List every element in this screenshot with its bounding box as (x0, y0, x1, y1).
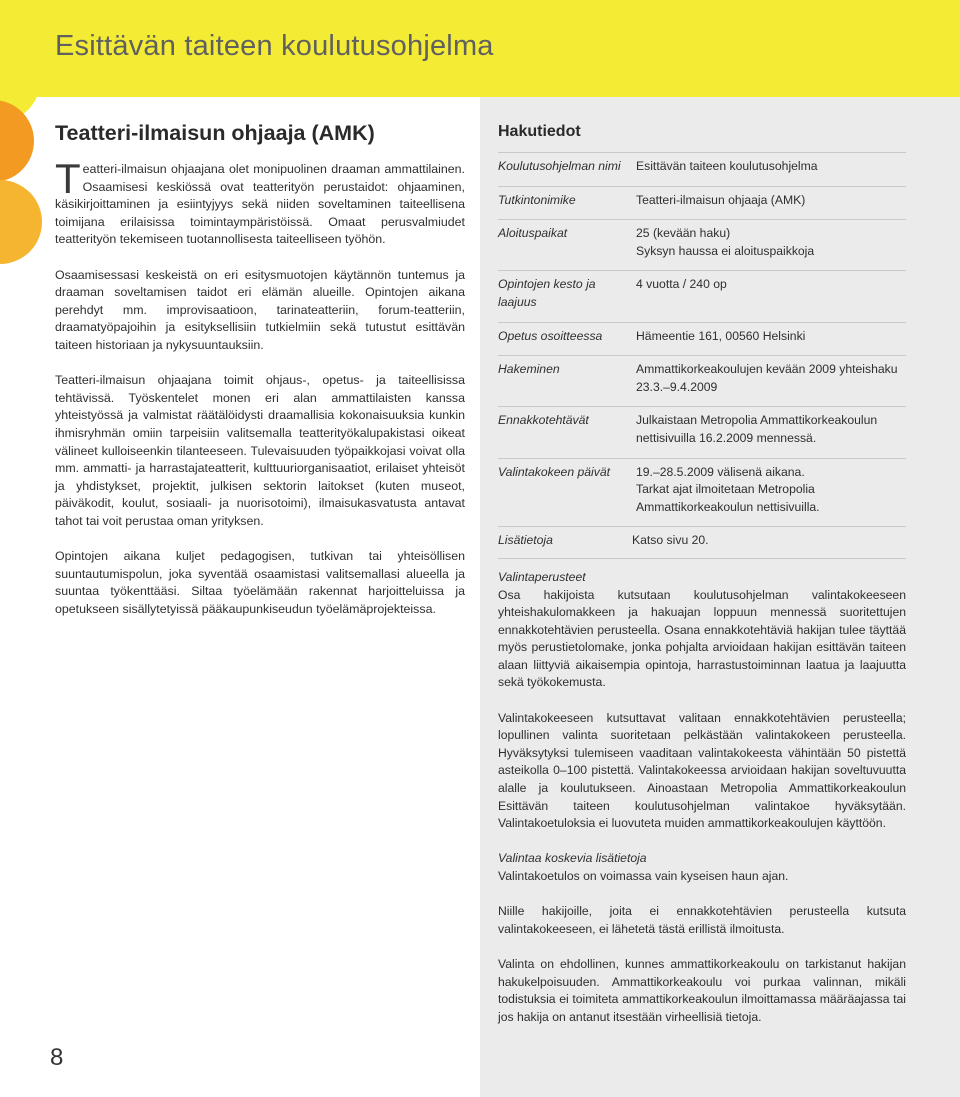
intro-paragraph (55, 155, 465, 249)
info-value: Julkaistaan Metropolia Ammattikorkeakoulun nettisivuilla 16.2.2009 mennessä. (636, 413, 878, 445)
info-label: Lisätietoja (498, 533, 553, 548)
info-row (498, 458, 906, 527)
info-value: 19.–28.5.2009 välisenä aikana. Tarkat ajat ilmoitetaan Metropolia Ammattikorkeakoulun nettisivuilla. (636, 464, 820, 514)
info-label: Valintakokeen päivät (498, 464, 611, 479)
hakutiedot-panel (498, 120, 906, 1044)
body-paragraph: Teatteri-ilmaisun ohjaajana toimit ohjaus-, opetus- ja taiteellisissa tehtävissä. Työskentelet monen eri alan ammattilaisten kanssa yhteistyössä ja valmistat räätälöidysti draamallisia kokonaisuuksia kunkin ihmisryhmän omiin tarpeisiin valitsemalla teatterityökalupakistasi oikeat välineet kulloiseenkin tilanteeseen. Tulevaisuuden työpaikkojasi voivat olla mm. ammatti- ja harrastajateatterit, kulttuuriorganisaatiot, erilaiset yhteisöt ja yhdistykset, projektit, julkisen sektorin laitokset (kuten museot, päiväkodit, koulut, sosiaali- ja nuorisotoimi), ilmaisukasvatusta antavat tahot tai voit perustaa oman yrityksen. (55, 373, 465, 528)
info-value: Esittävän taiteen koulutusohjelma (636, 159, 818, 173)
decorative-circle-amber (0, 180, 42, 264)
info-row (498, 186, 906, 220)
info-row (498, 355, 906, 406)
body-paragraph: Osaamisessasi keskeistä on eri esitysmuotojen käytännön tuntemus ja draaman soveltamisen taidot eri elämän alueille. Opintojen aikana perehdyt mm. improvisaatioon, tarinateatteriin, forum-teatteriin, draamatyöpajoihin ja esityksellisiin tutkielmiin sekä tutustut esittävän taiteen historiaan ja nykysuuntauksiin. (55, 267, 465, 352)
drop-cap: T (55, 155, 81, 202)
koskevia-paragraph: Niille hakijoille, joita ei ennakkotehtävien perusteella kutsuta valintakokeeseen, ei lähetetä tästä erillistä ilmoitusta. (498, 904, 906, 936)
info-value: 4 vuotta / 240 op (636, 277, 727, 292)
info-label: Opetus osoitteessa (498, 328, 603, 343)
koskevia-paragraph: Valintakoetulos on voimassa vain kyseisen haun ajan. (498, 869, 789, 883)
section-title: Esittävän taiteen koulutusohjelma (55, 30, 494, 62)
info-label: Tutkintonimike (498, 192, 576, 207)
hakutiedot-heading: Hakutiedot (498, 123, 581, 140)
info-value: Hämeentie 161, 00560 Helsinki (636, 328, 806, 343)
intro-text: eatteri-ilmaisun ohjaajana olet monipuolinen draaman ammattilainen. Osaamisesi keskiössä ovat teatterityön perustaidot: ohjaaminen, käsikirjoittaminen ja esiintyjyys sekä niiden soveltaminen taiteellisena toimijana erilaisissa toimintaympäristöissä. Omaat perusvalmiudet teatterityön tekemiseen tuotannollisesta taiteelliseen työhön. (55, 162, 465, 247)
info-row (498, 406, 906, 457)
info-table (498, 152, 906, 526)
valintaperusteet-paragraph: Valintakokeeseen kutsuttavat valitaan ennakkotehtävien perusteella; lopullinen valinta suoritetaan pelkästään valintakokeen perusteella. Hyväksytyksi tulemiseen vaaditaan valintakokeesta vähintään 50 pistettä asteikolla 0–100 pistettä. Valintakokeessa arvioidaan hakijan soveltuvuutta alalle ja koulutukseen. Ainoastaan Metropolia Ammattikorkeakoulun Esittävän taiteen koulutusohjelman valintakoe hyväksytään. Valintakoetuloksia ei luovuteta muiden ammattikorkeakoulujen käyttöön. (498, 710, 906, 831)
info-label: Opintojen kesto ja laajuus (498, 277, 596, 309)
info-value: Katso sivu 20. (632, 533, 709, 548)
page-number: 8 (50, 1044, 64, 1071)
header-bar (0, 0, 960, 97)
info-value: 25 (kevään haku) Syksyn haussa ei aloituspaikkoja (636, 226, 815, 258)
valintaperusteet-paragraph: Osa hakijoista kutsutaan koulutusohjelman valintakokeeseen yhteishakulomakkeen ja hakuajan loppuun mennessä suoritettujen ennakkotehtävien perusteella. Osana ennakkotehtäviä hakijan tulee täyttää myös perustietolomake, jonka pohjalta arvioidaan hakijan esittävän taiteen alaan liittyviä aikaisempia opintoja, harrastustoiminnan laatua ja laajuutta sekä työkokemusta. (498, 587, 906, 690)
info-label: Aloituspaikat (498, 226, 568, 241)
info-label: Ennakkotehtävät (498, 413, 589, 428)
info-label: Hakeminen (498, 362, 560, 377)
valintaperusteet-heading: Valintaperusteet (498, 569, 586, 584)
koskevia-paragraph: Valinta on ehdollinen, kunnes ammattikorkeakoulu on tarkistanut hakijan hakukelpoisuuden. Ammattikorkeakoulu voi purkaa valinnan, mikäli todistuksia ei toimiteta ammattikorkeakoulun ilmoittamassa määräajassa tai jos hakija on antanut itsestään virheellisiä tietoja. (498, 956, 906, 1024)
page-title: Teatteri-ilmaisun ohjaaja (AMK) (55, 121, 375, 145)
info-row (498, 219, 906, 270)
info-row (498, 270, 906, 321)
decorative-circle-orange (0, 100, 34, 182)
main-article (55, 120, 465, 636)
info-label: Koulutusohjelman nimi (498, 159, 621, 173)
info-row-lisatietoja (498, 526, 906, 559)
koskevia-heading: Valintaa koskevia lisätietoja (498, 851, 647, 866)
info-value: Teatteri-ilmaisun ohjaaja (AMK) (636, 192, 806, 207)
info-value: Ammattikorkeakoulujen kevään 2009 yhteishaku 23.3.–9.4.2009 (636, 362, 898, 394)
body-paragraph: Opintojen aikana kuljet pedagogisen, tutkivan tai yhteisöllisen suuntautumispolun, joka syventää osaamistasi valitsemallasi alueella ja suuntaa työkenttääsi. Siltaa työelämään rakennat harjoitteluissa ja opetukseen sisällytetyissä pääkaupunkiseudun työelämäprojekteissa. (55, 549, 465, 616)
info-row (498, 152, 906, 186)
info-row (498, 322, 906, 356)
